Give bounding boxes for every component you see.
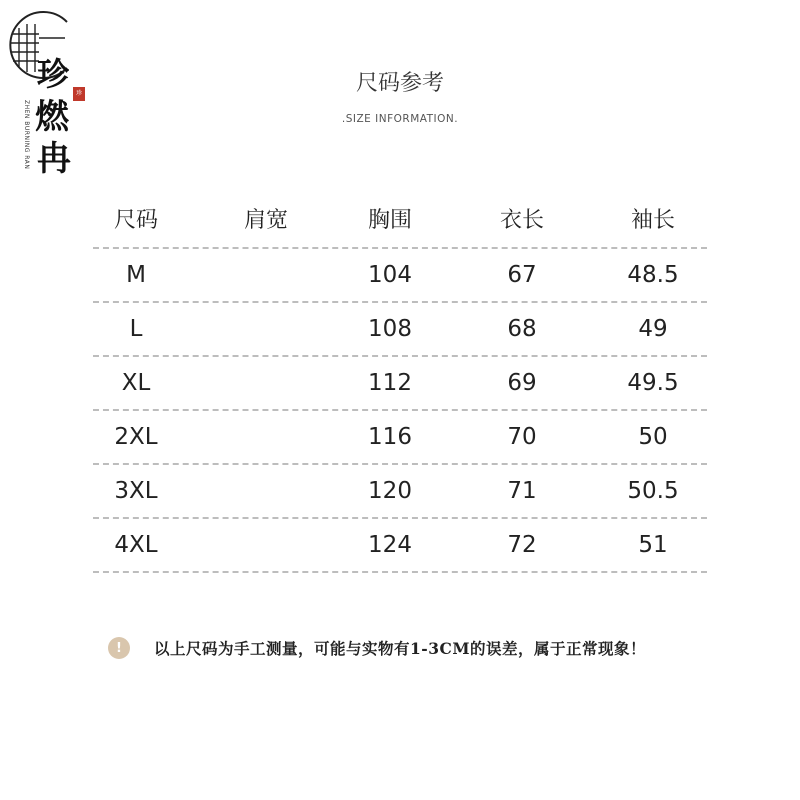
cell-size: XL: [121, 370, 151, 396]
cell-length: 68: [507, 316, 537, 342]
cell-chest: 112: [368, 370, 412, 396]
header-shoulder: 肩宽: [243, 208, 288, 233]
logo-char-1: 珍: [37, 55, 70, 93]
cell-length: 67: [507, 262, 537, 288]
cell-length: 71: [507, 478, 537, 504]
logo-char-2: 燃: [35, 97, 69, 137]
table-header-row: [93, 190, 707, 247]
table-row: [93, 357, 707, 409]
logo-char-3: 冉: [37, 139, 71, 179]
table-row: [93, 249, 707, 301]
note-text: 以上尺码为手工测量，可能与实物有1-3CM的误差，属于正常现象！: [154, 639, 646, 658]
header-length: 衣长: [499, 208, 544, 233]
table-row: [93, 303, 707, 355]
page-title: 尺码参考: [355, 71, 444, 96]
cell-shoulder: [216, 465, 316, 517]
cell-chest: 116: [368, 424, 412, 450]
logo-seal: 珍: [73, 87, 85, 101]
header-size: 尺码: [113, 208, 158, 233]
cell-shoulder: [216, 249, 316, 301]
cell-size: 2XL: [114, 424, 158, 450]
cell-size: 3XL: [114, 478, 158, 504]
cell-shoulder: [216, 357, 316, 409]
cell-shoulder: [216, 303, 316, 355]
cell-size: L: [129, 316, 143, 342]
exclamation-icon: !: [108, 637, 130, 659]
cell-chest: 124: [368, 532, 412, 558]
table-row: [93, 411, 707, 463]
cell-length: 70: [507, 424, 537, 450]
cell-sleeve: 48.5: [627, 262, 679, 288]
cell-sleeve: 49: [638, 316, 668, 342]
divider: [93, 571, 707, 573]
page-subtitle: .SIZE INFORMATION.: [341, 113, 459, 125]
header-chest: 胸围: [367, 208, 412, 233]
cell-size: M: [126, 262, 146, 288]
cell-sleeve: 49.5: [627, 370, 679, 396]
cell-length: 72: [507, 532, 537, 558]
cell-sleeve: 50.5: [627, 478, 679, 504]
cell-size: 4XL: [114, 532, 158, 558]
header-sleeve: 袖长: [630, 208, 675, 233]
cell-sleeve: 51: [638, 532, 668, 558]
table-row: [93, 519, 707, 571]
size-table: [93, 190, 707, 573]
cell-sleeve: 50: [638, 424, 668, 450]
cell-length: 69: [507, 370, 537, 396]
cell-chest: 120: [368, 478, 412, 504]
measurement-note: [108, 637, 646, 659]
table-row: [93, 465, 707, 517]
cell-chest: 108: [368, 316, 412, 342]
logo-subtext: ZHEN BURNING RAN: [23, 100, 30, 170]
cell-shoulder: [216, 411, 316, 463]
cell-shoulder: [216, 519, 316, 571]
cell-chest: 104: [368, 262, 412, 288]
